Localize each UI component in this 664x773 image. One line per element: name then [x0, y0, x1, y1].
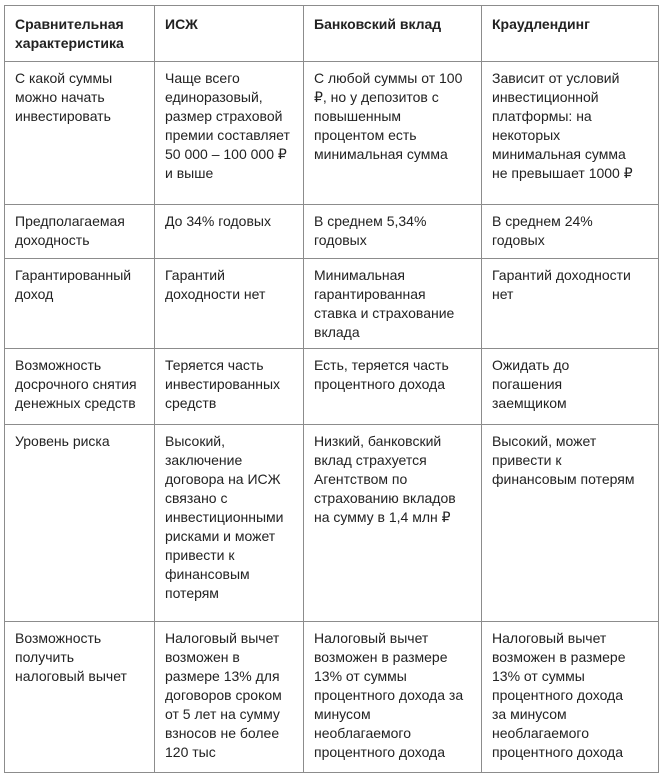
row-label-min-sum: С какой суммы можно начать инвестировать [5, 62, 155, 205]
cell-bank-guarantee: Минимальная гарантированная ставка и страхование вклада [304, 259, 482, 349]
comparison-table [4, 5, 659, 773]
cell-isj-min-sum: Чаще всего единоразовый, размер страховой премии составляет 50 000 – 100 000 ₽ и выше [155, 62, 304, 205]
cell-bank-tax-deduction: Налоговый вычет возможен в размере 13% от суммы процентного дохода за минусом необлагаемого процентного дохода [304, 622, 482, 773]
row-label-guarantee: Гарантированный доход [5, 259, 155, 349]
table-row [5, 205, 659, 259]
row-label-early-withdrawal: Возможность досрочного снятия денежных средств [5, 349, 155, 425]
cell-isj-early-withdrawal: Теряется часть инвестированных средств [155, 349, 304, 425]
cell-crowd-tax-deduction: Налоговый вычет возможен в размере 13% от суммы процентного дохода за минусом необлагаемого процентного дохода [482, 622, 659, 773]
table-row [5, 349, 659, 425]
cell-bank-min-sum: С любой суммы от 100 ₽, но у депозитов с повышенным процентом есть минимальная сумма [304, 62, 482, 205]
header-bank-deposit: Банковский вклад [304, 6, 482, 62]
cell-crowd-min-sum: Зависит от условий инвестиционной платформы: на некоторых минимальная сумма не превышает 1000 ₽ [482, 62, 659, 205]
cell-isj-tax-deduction: Налоговый вычет возможен в размере 13% для договоров сроком от 5 лет на сумму взносов не более 120 тыс [155, 622, 304, 773]
table-row [5, 425, 659, 622]
table-row [5, 62, 659, 205]
cell-bank-risk: Низкий, банковский вклад страхуется Агентством по страхованию вкладов на сумму в 1,4 млн ₽ [304, 425, 482, 622]
row-label-yield: Предполагаемая доходность [5, 205, 155, 259]
table-row [5, 259, 659, 349]
header-isj: ИСЖ [155, 6, 304, 62]
cell-crowd-risk: Высокий, может привести к финансовым потерям [482, 425, 659, 622]
row-label-tax-deduction: Возможность получить налоговый вычет [5, 622, 155, 773]
cell-crowd-early-withdrawal: Ожидать до погашения заемщиком [482, 349, 659, 425]
cell-crowd-guarantee: Гарантий доходности нет [482, 259, 659, 349]
header-crowdlending: Краудлендинг [482, 6, 659, 62]
header-characteristic: Сравнительная характеристика [5, 6, 155, 62]
cell-isj-yield: До 34% годовых [155, 205, 304, 259]
row-label-risk: Уровень риска [5, 425, 155, 622]
cell-isj-risk: Высокий, заключение договора на ИСЖ связано с инвестиционными рисками и может привести к финансовым потерям [155, 425, 304, 622]
cell-crowd-yield: В среднем 24% годовых [482, 205, 659, 259]
cell-isj-guarantee: Гарантий доходности нет [155, 259, 304, 349]
cell-bank-early-withdrawal: Есть, теряется часть процентного дохода [304, 349, 482, 425]
table-header-row [5, 6, 659, 62]
cell-bank-yield: В среднем 5,34% годовых [304, 205, 482, 259]
table-row [5, 622, 659, 773]
